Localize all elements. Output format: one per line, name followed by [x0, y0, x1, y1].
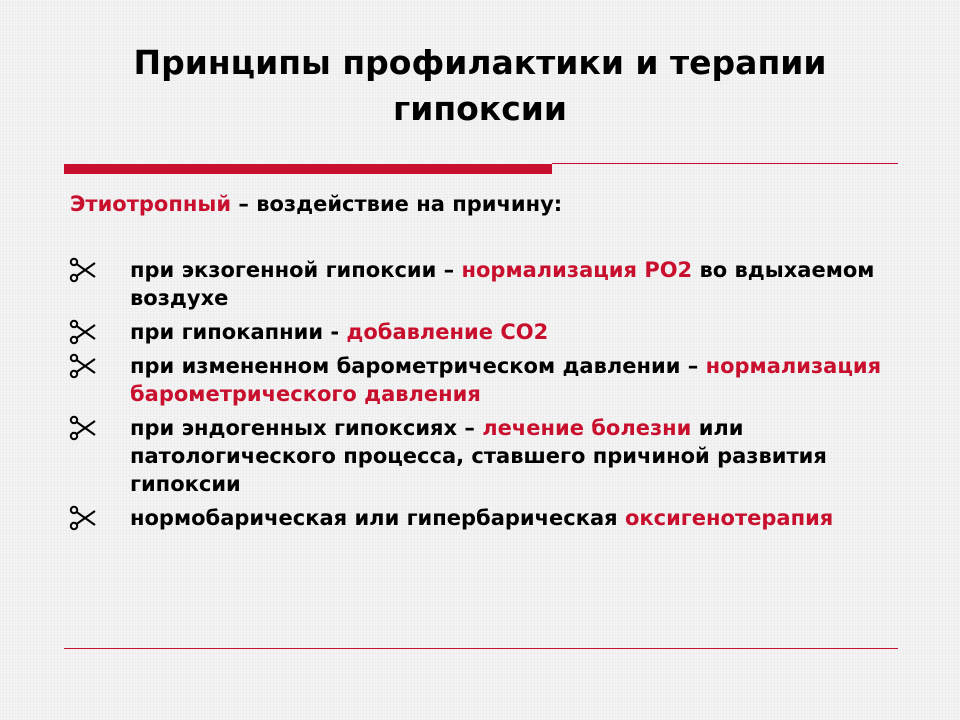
- slide-title-line-1: Принципы профилактики и терапии: [133, 43, 827, 82]
- bullet-text: при измененном барометрическом давлении –: [130, 354, 706, 378]
- scissors-icon: [68, 257, 98, 283]
- scissors-icon: [68, 319, 98, 345]
- bullet-text: нормобарическая или гипербарическая: [130, 506, 625, 530]
- title-divider-thin: [552, 163, 898, 164]
- bullet-text: при эндогенных гипоксиях –: [130, 416, 483, 440]
- scissors-icon: [68, 415, 98, 441]
- bullet-text-after: во вдыхаемом воздухе: [130, 258, 875, 310]
- bullet-item: [66, 256, 906, 312]
- bottom-divider: [64, 648, 898, 649]
- subtitle: [70, 190, 562, 218]
- bullet-text: при экзогенной гипоксии –: [130, 258, 462, 282]
- subtitle-highlight: Этиотропный: [70, 192, 232, 216]
- scissors-icon: [68, 353, 98, 379]
- title-divider-thick: [64, 164, 552, 174]
- bullet-item: [66, 352, 906, 408]
- bullet-highlight: лечение болезни: [482, 416, 692, 440]
- bullet-highlight: добавление СО2: [346, 320, 549, 344]
- bullet-highlight: нормализация барометрического давления: [130, 354, 882, 406]
- bullet-list: [66, 256, 906, 538]
- bullet-item: [66, 504, 906, 532]
- scissors-icon: [68, 505, 98, 531]
- slide-title: [60, 40, 900, 132]
- subtitle-text: – воздействие на причину:: [231, 192, 563, 216]
- slide-title-line-2: гипоксии: [392, 89, 568, 128]
- bullet-text: при гипокапнии -: [130, 320, 347, 344]
- bullet-item: [66, 414, 906, 498]
- bullet-highlight: оксигенотерапия: [624, 506, 834, 530]
- bullet-highlight: нормализация РО2: [461, 258, 693, 282]
- bullet-text-after: или патологического процесса, ставшего причиной развития гипоксии: [130, 416, 827, 496]
- bullet-item: [66, 318, 906, 346]
